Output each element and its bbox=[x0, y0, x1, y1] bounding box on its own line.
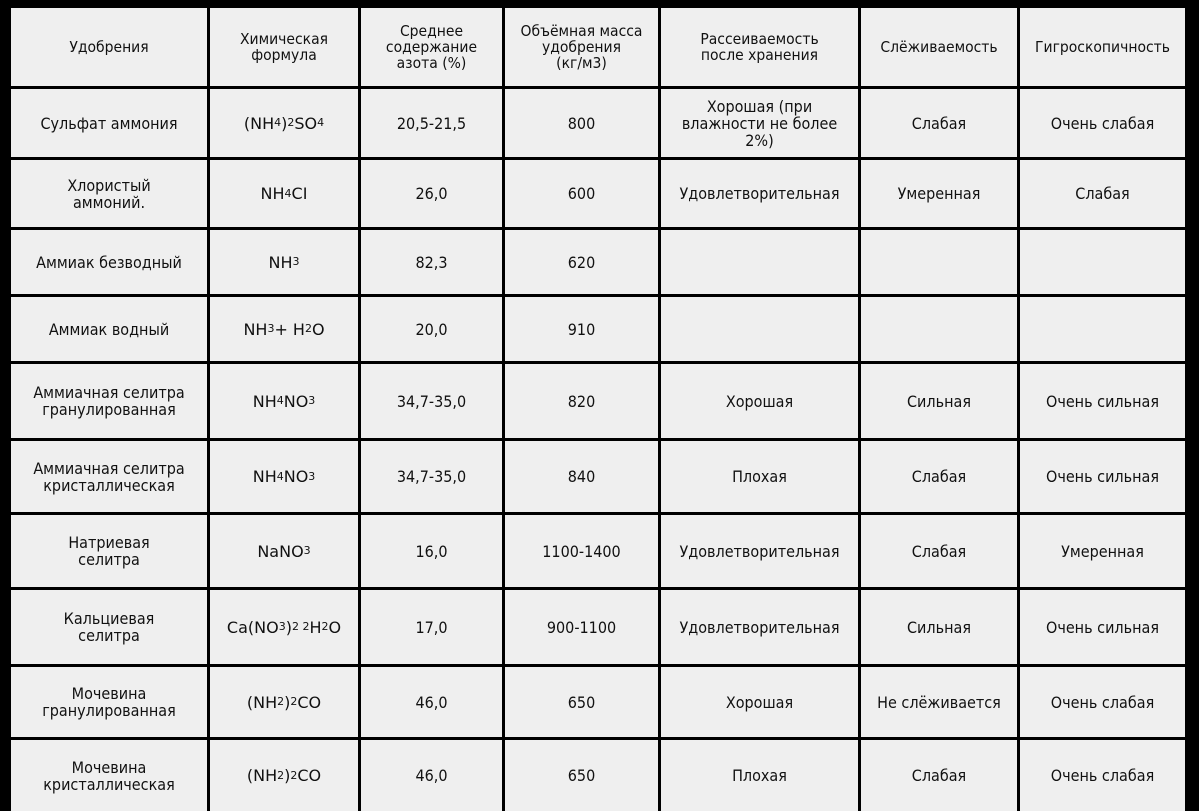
cell-density: 820 bbox=[505, 364, 658, 438]
cell-nitrogen: 20,5-21,5 bbox=[361, 89, 502, 157]
cell-nitrogen: 17,0 bbox=[361, 590, 502, 664]
cell-hygroscopicity: Очень слабая bbox=[1020, 740, 1185, 811]
cell-dispersibility bbox=[661, 297, 858, 361]
cell-hygroscopicity: Очень сильная bbox=[1020, 590, 1185, 664]
cell-fertilizer-name: Аммиачная селитра гранулированная bbox=[11, 364, 207, 438]
cell-fertilizer-name: Натриевая селитра bbox=[11, 515, 207, 587]
cell-nitrogen: 34,7-35,0 bbox=[361, 364, 502, 438]
cell-hygroscopicity: Очень сильная bbox=[1020, 441, 1185, 512]
cell-caking bbox=[861, 230, 1017, 294]
cell-density: 800 bbox=[505, 89, 658, 157]
cell-formula: (NH 4 ) 2 SO 4 bbox=[210, 89, 358, 157]
cell-caking: Слабая bbox=[861, 515, 1017, 587]
cell-dispersibility bbox=[661, 230, 858, 294]
cell-hygroscopicity: Очень слабая bbox=[1020, 89, 1185, 157]
cell-dispersibility: Удовлетворительная bbox=[661, 515, 858, 587]
cell-density: 650 bbox=[505, 740, 658, 811]
cell-hygroscopicity: Умеренная bbox=[1020, 515, 1185, 587]
cell-dispersibility: Плохая bbox=[661, 740, 858, 811]
cell-formula: NaNO 3 bbox=[210, 515, 358, 587]
cell-dispersibility: Удовлетворительная bbox=[661, 590, 858, 664]
cell-density: 650 bbox=[505, 667, 658, 737]
cell-caking bbox=[861, 297, 1017, 361]
cell-formula: (NH 2 ) 2 CO bbox=[210, 740, 358, 811]
cell-caking: Не слёживается bbox=[861, 667, 1017, 737]
cell-fertilizer-name: Сульфат аммония bbox=[11, 89, 207, 157]
cell-fertilizer-name: Кальциевая селитра bbox=[11, 590, 207, 664]
header-formula: Химическая формула bbox=[210, 8, 358, 86]
cell-caking: Слабая bbox=[861, 89, 1017, 157]
cell-density: 600 bbox=[505, 160, 658, 227]
cell-hygroscopicity bbox=[1020, 230, 1185, 294]
cell-formula: NH 3 + H 2 O bbox=[210, 297, 358, 361]
cell-formula: (NH 2 ) 2 CO bbox=[210, 667, 358, 737]
cell-formula: NH 4 NO 3 bbox=[210, 441, 358, 512]
cell-dispersibility: Удовлетворительная bbox=[661, 160, 858, 227]
cell-nitrogen: 34,7-35,0 bbox=[361, 441, 502, 512]
cell-hygroscopicity: Очень слабая bbox=[1020, 667, 1185, 737]
cell-formula: Ca(NO 3 ) 2 2 H 2 O bbox=[210, 590, 358, 664]
cell-formula: NH 4 CI bbox=[210, 160, 358, 227]
header-nitrogen: Среднее содержание азота (%) bbox=[361, 8, 502, 86]
cell-dispersibility: Плохая bbox=[661, 441, 858, 512]
cell-nitrogen: 82,3 bbox=[361, 230, 502, 294]
cell-fertilizer-name: Аммиак безводный bbox=[11, 230, 207, 294]
header-fertilizer: Удобрения bbox=[11, 8, 207, 86]
header-dispersibility: Рассеиваемость после хранения bbox=[661, 8, 858, 86]
cell-density: 900-1100 bbox=[505, 590, 658, 664]
cell-dispersibility: Хорошая (при влажности не более 2%) bbox=[661, 89, 858, 157]
cell-nitrogen: 20,0 bbox=[361, 297, 502, 361]
cell-fertilizer-name: Хлористый аммоний. bbox=[11, 160, 207, 227]
cell-caking: Умеренная bbox=[861, 160, 1017, 227]
cell-density: 910 bbox=[505, 297, 658, 361]
cell-caking: Сильная bbox=[861, 590, 1017, 664]
cell-caking: Слабая bbox=[861, 740, 1017, 811]
cell-caking: Сильная bbox=[861, 364, 1017, 438]
fertilizer-table bbox=[8, 8, 1191, 794]
cell-hygroscopicity: Слабая bbox=[1020, 160, 1185, 227]
cell-formula: NH 4 NO 3 bbox=[210, 364, 358, 438]
cell-dispersibility: Хорошая bbox=[661, 364, 858, 438]
cell-density: 840 bbox=[505, 441, 658, 512]
cell-nitrogen: 16,0 bbox=[361, 515, 502, 587]
header-density: Объёмная масса удобрения (кг/м3) bbox=[505, 8, 658, 86]
cell-fertilizer-name: Аммиак водный bbox=[11, 297, 207, 361]
cell-caking: Слабая bbox=[861, 441, 1017, 512]
cell-nitrogen: 46,0 bbox=[361, 740, 502, 811]
cell-fertilizer-name: Мочевина гранулированная bbox=[11, 667, 207, 737]
cell-density: 620 bbox=[505, 230, 658, 294]
header-caking: Слёживаемость bbox=[861, 8, 1017, 86]
cell-dispersibility: Хорошая bbox=[661, 667, 858, 737]
cell-nitrogen: 26,0 bbox=[361, 160, 502, 227]
header-hygroscopicity: Гигроскопичность bbox=[1020, 8, 1185, 86]
cell-fertilizer-name: Мочевина кристаллическая bbox=[11, 740, 207, 811]
cell-formula: NH 3 bbox=[210, 230, 358, 294]
cell-density: 1100-1400 bbox=[505, 515, 658, 587]
cell-nitrogen: 46,0 bbox=[361, 667, 502, 737]
cell-hygroscopicity bbox=[1020, 297, 1185, 361]
cell-fertilizer-name: Аммиачная селитра кристаллическая bbox=[11, 441, 207, 512]
cell-hygroscopicity: Очень сильная bbox=[1020, 364, 1185, 438]
